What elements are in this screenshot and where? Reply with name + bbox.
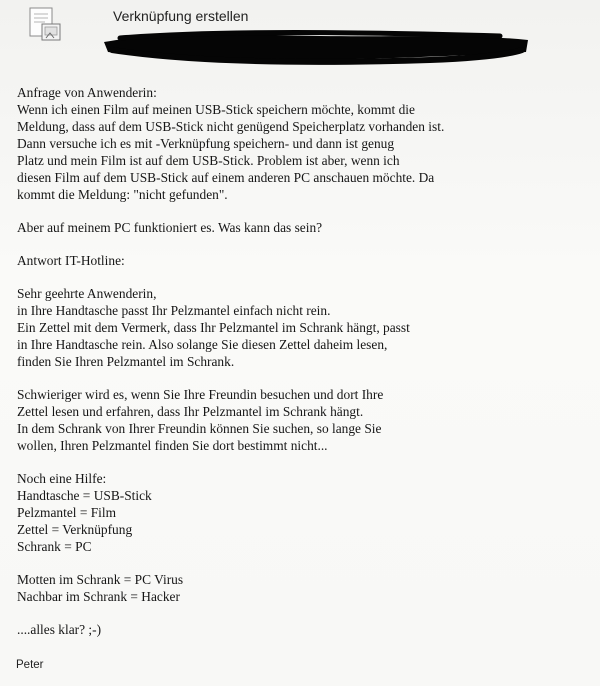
text-line: Sehr geehrte Anwenderin, [17, 286, 157, 301]
paragraph [17, 621, 592, 638]
paragraph [17, 470, 592, 555]
text-line: Handtasche = USB-Stick [17, 488, 152, 503]
text-line: in Ihre Handtasche rein. Also solange Sie diesen Zettel daheim lesen, [17, 337, 388, 352]
text-line: Anfrage von Anwenderin: [17, 85, 157, 100]
text-line: in Ihre Handtasche passt Ihr Pelzmantel einfach nicht rein. [17, 303, 331, 318]
paragraph-gap [17, 370, 592, 386]
signature: Peter [16, 659, 44, 671]
text-line: Meldung, dass auf dem USB-Stick nicht genügend Speicherplatz vorhanden ist. [17, 119, 445, 134]
text-line: diesen Film auf dem USB-Stick auf einem anderen PC anschauen möchte. Da [17, 170, 435, 185]
paragraph [17, 386, 592, 454]
paragraph-gap [17, 454, 592, 470]
text-line: Wenn ich einen Film auf meinen USB-Stick speichern möchte, kommt die [17, 102, 415, 117]
text-line: Dann versuche ich es mit -Verknüpfung speichern- und dann ist genug [17, 136, 395, 151]
text-line: In dem Schrank von Ihrer Freundin können Sie suchen, so lange Sie [17, 421, 382, 436]
redaction-scribble [100, 22, 530, 66]
paragraph [17, 252, 592, 269]
paragraph [17, 84, 592, 203]
text-line: wollen, Ihren Pelzmantel finden Sie dort bestimmt nicht... [17, 438, 328, 453]
document-header [0, 0, 600, 70]
text-line: kommt die Meldung: "nicht gefunden". [17, 187, 228, 202]
paragraph-gap [17, 269, 592, 285]
paragraph-gap [17, 236, 592, 252]
text-line: Antwort IT-Hotline: [17, 253, 125, 268]
paragraph [17, 571, 592, 605]
text-line: Schrank = PC [17, 539, 92, 554]
text-line: Nachbar im Schrank = Hacker [17, 589, 180, 604]
paragraph-gap [17, 605, 592, 621]
paragraph-gap [17, 203, 592, 219]
text-line: finden Sie Ihren Pelzmantel im Schrank. [17, 354, 235, 369]
paragraph [17, 285, 592, 370]
text-line: Pelzmantel = Film [17, 505, 117, 520]
text-line: Ein Zettel mit dem Vermerk, dass Ihr Pelzmantel im Schrank hängt, passt [17, 320, 410, 335]
paragraph-gap [17, 555, 592, 571]
text-line: Motten im Schrank = PC Virus [17, 572, 184, 587]
text-line: Zettel = Verknüpfung [17, 522, 133, 537]
text-line: Platz und mein Film ist auf dem USB-Stick. Problem ist aber, wenn ich [17, 153, 400, 168]
document-shortcut-icon [28, 4, 62, 42]
document-body [17, 84, 592, 638]
text-line: Zettel lesen und erfahren, dass Ihr Pelzmantel im Schrank hängt. [17, 404, 364, 419]
paragraph [17, 219, 592, 236]
text-line: Schwieriger wird es, wenn Sie Ihre Freundin besuchen und dort Ihre [17, 387, 384, 402]
text-line: ....alles klar? ;-) [17, 622, 102, 637]
header-title: Verknüpfung erstellen [113, 8, 249, 24]
text-line: Aber auf meinem PC funktioniert es. Was kann das sein? [17, 220, 323, 235]
text-line: Noch eine Hilfe: [17, 471, 107, 486]
